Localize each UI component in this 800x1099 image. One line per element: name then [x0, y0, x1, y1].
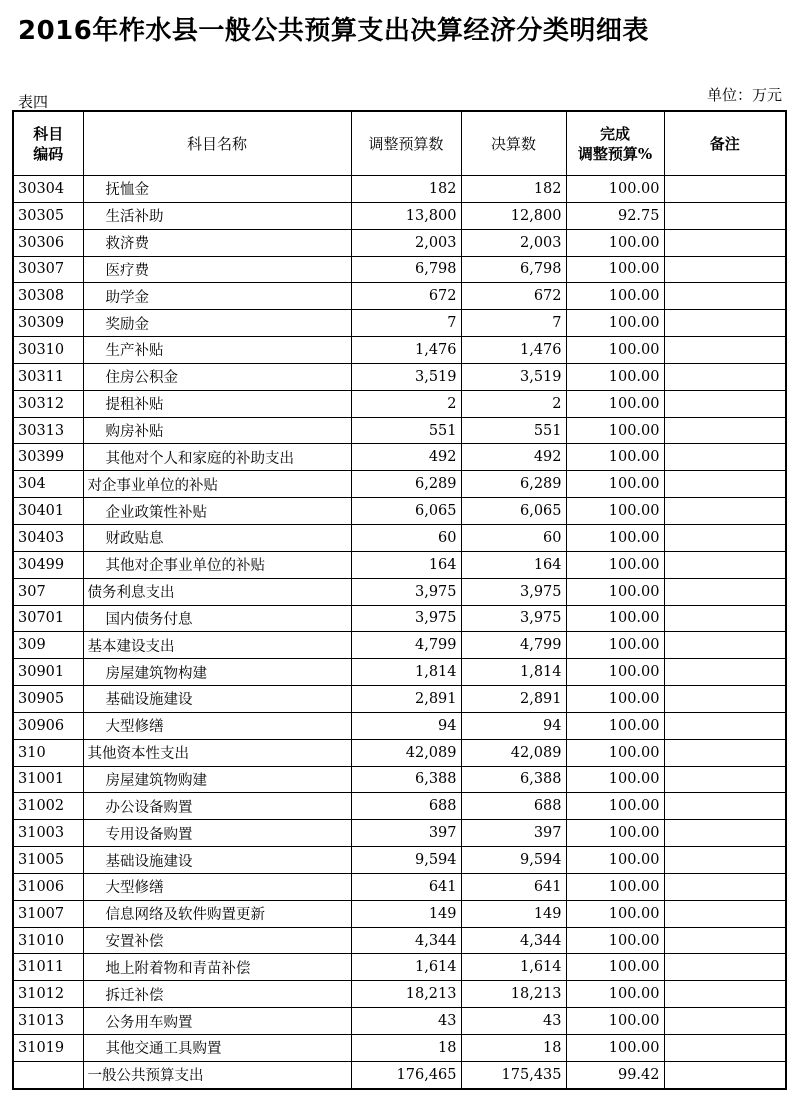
row-budget: 42,089: [351, 739, 461, 766]
row-actual: 9,594: [461, 847, 566, 874]
table-row: [13, 1035, 786, 1062]
row-note: [664, 337, 786, 364]
row-rate: 100.00: [566, 337, 664, 364]
table-row: [13, 551, 786, 578]
row-actual: 6,388: [461, 766, 566, 793]
row-budget: 6,388: [351, 766, 461, 793]
row-budget: 492: [351, 444, 461, 471]
row-code: 30401: [13, 498, 83, 525]
row-code: 30309: [13, 310, 83, 337]
row-name: 债务利息支出: [83, 578, 351, 605]
table-row: [13, 310, 786, 337]
row-code: 31013: [13, 1008, 83, 1035]
row-note: [664, 712, 786, 739]
total-row: [13, 1061, 786, 1088]
row-note: [664, 659, 786, 686]
row-note: [664, 578, 786, 605]
row-name: 抚恤金: [83, 176, 351, 203]
row-budget: 18: [351, 1035, 461, 1062]
row-code: 31006: [13, 873, 83, 900]
total-actual: 175,435: [461, 1061, 566, 1088]
row-code: 310: [13, 739, 83, 766]
row-rate: 100.00: [566, 310, 664, 337]
row-budget: 3,519: [351, 363, 461, 390]
row-code: 31007: [13, 900, 83, 927]
row-code: 30304: [13, 176, 83, 203]
row-budget: 43: [351, 1008, 461, 1035]
row-rate: 92.75: [566, 202, 664, 229]
row-name: 其他对个人和家庭的补助支出: [83, 444, 351, 471]
row-note: [664, 498, 786, 525]
row-actual: 42,089: [461, 739, 566, 766]
row-budget: 672: [351, 283, 461, 310]
row-actual: 3,975: [461, 578, 566, 605]
row-actual: 164: [461, 551, 566, 578]
row-rate: 100.00: [566, 900, 664, 927]
row-note: [664, 551, 786, 578]
row-actual: 3,975: [461, 605, 566, 632]
row-budget: 2,891: [351, 686, 461, 713]
table-row: [13, 229, 786, 256]
row-code: 31005: [13, 847, 83, 874]
row-actual: 60: [461, 524, 566, 551]
row-rate: 100.00: [566, 498, 664, 525]
row-rate: 100.00: [566, 847, 664, 874]
table-row: [13, 1008, 786, 1035]
row-budget: 18,213: [351, 981, 461, 1008]
row-actual: 7: [461, 310, 566, 337]
expenditure-table: [12, 110, 787, 1090]
table-row: [13, 471, 786, 498]
row-note: [664, 1035, 786, 1062]
row-rate: 100.00: [566, 283, 664, 310]
row-rate: 100.00: [566, 873, 664, 900]
row-note: [664, 390, 786, 417]
row-rate: 100.00: [566, 659, 664, 686]
table-row: [13, 283, 786, 310]
row-code: 31001: [13, 766, 83, 793]
table-row: [13, 578, 786, 605]
row-name: 安置补偿: [83, 927, 351, 954]
row-name: 房屋建筑物构建: [83, 659, 351, 686]
table-row: [13, 417, 786, 444]
row-budget: 4,799: [351, 632, 461, 659]
row-actual: 94: [461, 712, 566, 739]
row-code: 30905: [13, 686, 83, 713]
row-actual: 1,814: [461, 659, 566, 686]
row-note: [664, 766, 786, 793]
row-name: 大型修缮: [83, 712, 351, 739]
row-name: 企业政策性补贴: [83, 498, 351, 525]
row-budget: 2,003: [351, 229, 461, 256]
table-row: [13, 847, 786, 874]
row-note: [664, 981, 786, 1008]
row-note: [664, 310, 786, 337]
row-actual: 18: [461, 1035, 566, 1062]
row-name: 基础设施建设: [83, 686, 351, 713]
row-note: [664, 229, 786, 256]
row-budget: 688: [351, 793, 461, 820]
row-rate: 100.00: [566, 954, 664, 981]
total-code: [13, 1061, 83, 1088]
total-name: 一般公共预算支出: [83, 1061, 351, 1088]
row-rate: 100.00: [566, 229, 664, 256]
row-rate: 100.00: [566, 927, 664, 954]
row-name: 大型修缮: [83, 873, 351, 900]
row-name: 奖励金: [83, 310, 351, 337]
row-code: 30307: [13, 256, 83, 283]
row-budget: 9,594: [351, 847, 461, 874]
unit-label: 单位：万元: [706, 86, 782, 104]
row-code: 31003: [13, 820, 83, 847]
table-row: [13, 686, 786, 713]
table-row: [13, 659, 786, 686]
row-note: [664, 954, 786, 981]
row-actual: 1,476: [461, 337, 566, 364]
table-row: [13, 498, 786, 525]
row-rate: 100.00: [566, 176, 664, 203]
table-row: [13, 766, 786, 793]
row-code: 31002: [13, 793, 83, 820]
row-name: 其他交通工具购置: [83, 1035, 351, 1062]
row-budget: 3,975: [351, 605, 461, 632]
row-note: [664, 873, 786, 900]
row-budget: 2: [351, 390, 461, 417]
row-code: 30306: [13, 229, 83, 256]
table-row: [13, 390, 786, 417]
row-code: 30308: [13, 283, 83, 310]
header-code-line2: 编码: [33, 144, 64, 163]
row-rate: 100.00: [566, 766, 664, 793]
row-note: [664, 900, 786, 927]
row-actual: 397: [461, 820, 566, 847]
row-code: 30310: [13, 337, 83, 364]
row-name: 助学金: [83, 283, 351, 310]
row-budget: 6,065: [351, 498, 461, 525]
row-name: 拆迁补偿: [83, 981, 351, 1008]
row-code: 31019: [13, 1035, 83, 1062]
row-code: 309: [13, 632, 83, 659]
row-budget: 4,344: [351, 927, 461, 954]
row-actual: 3,519: [461, 363, 566, 390]
row-name: 对企事业单位的补贴: [83, 471, 351, 498]
row-name: 提租补贴: [83, 390, 351, 417]
header-name: 科目名称: [83, 111, 351, 176]
row-actual: 12,800: [461, 202, 566, 229]
header-budget: 调整预算数: [351, 111, 461, 176]
row-code: 30901: [13, 659, 83, 686]
row-name: 基础设施建设: [83, 847, 351, 874]
header-rate: [566, 111, 664, 176]
row-note: [664, 927, 786, 954]
row-actual: 672: [461, 283, 566, 310]
table-row: [13, 256, 786, 283]
row-name: 地上附着物和青苗补偿: [83, 954, 351, 981]
table-row: [13, 739, 786, 766]
table-row: [13, 820, 786, 847]
row-rate: 100.00: [566, 739, 664, 766]
row-actual: 492: [461, 444, 566, 471]
row-rate: 100.00: [566, 632, 664, 659]
total-budget: 176,465: [351, 1061, 461, 1088]
row-actual: 2,003: [461, 229, 566, 256]
row-note: [664, 202, 786, 229]
row-name: 救济费: [83, 229, 351, 256]
row-actual: 18,213: [461, 981, 566, 1008]
row-name: 基本建设支出: [83, 632, 351, 659]
row-rate: 100.00: [566, 524, 664, 551]
table-row: [13, 873, 786, 900]
table-row: [13, 605, 786, 632]
row-rate: 100.00: [566, 390, 664, 417]
table-row: [13, 202, 786, 229]
row-budget: 1,476: [351, 337, 461, 364]
table-body: [13, 176, 786, 1062]
row-name: 公务用车购置: [83, 1008, 351, 1035]
row-budget: 6,798: [351, 256, 461, 283]
row-name: 其他资本性支出: [83, 739, 351, 766]
row-note: [664, 524, 786, 551]
row-budget: 149: [351, 900, 461, 927]
row-actual: 149: [461, 900, 566, 927]
header-rate-line2: 调整预算%: [577, 144, 653, 163]
row-actual: 1,614: [461, 954, 566, 981]
row-rate: 100.00: [566, 363, 664, 390]
row-actual: 6,798: [461, 256, 566, 283]
row-code: 30305: [13, 202, 83, 229]
row-rate: 100.00: [566, 1008, 664, 1035]
row-note: [664, 793, 786, 820]
row-budget: 6,289: [351, 471, 461, 498]
table-row: [13, 793, 786, 820]
header-actual: 决算数: [461, 111, 566, 176]
row-code: 304: [13, 471, 83, 498]
row-note: [664, 176, 786, 203]
header-rate-line1: 完成: [599, 124, 630, 143]
row-name: 生活补助: [83, 202, 351, 229]
row-name: 购房补贴: [83, 417, 351, 444]
row-budget: 397: [351, 820, 461, 847]
row-code: 30403: [13, 524, 83, 551]
row-budget: 182: [351, 176, 461, 203]
table-row: [13, 712, 786, 739]
row-code: 30906: [13, 712, 83, 739]
table-footer: [13, 1061, 786, 1088]
row-budget: 1,814: [351, 659, 461, 686]
row-code: 30313: [13, 417, 83, 444]
row-actual: 551: [461, 417, 566, 444]
row-code: 30499: [13, 551, 83, 578]
table-row: [13, 632, 786, 659]
header-code: [13, 111, 83, 176]
row-budget: 13,800: [351, 202, 461, 229]
table-row: [13, 900, 786, 927]
sheet-label: 表四: [18, 93, 49, 111]
row-rate: 100.00: [566, 686, 664, 713]
row-actual: 4,344: [461, 927, 566, 954]
row-actual: 43: [461, 1008, 566, 1035]
row-note: [664, 686, 786, 713]
row-rate: 100.00: [566, 417, 664, 444]
row-rate: 100.00: [566, 578, 664, 605]
row-name: 住房公积金: [83, 363, 351, 390]
row-note: [664, 471, 786, 498]
page-title: 2016年柞水县一般公共预算支出决算经济分类明细表: [18, 16, 649, 46]
table-row: [13, 524, 786, 551]
row-code: 31011: [13, 954, 83, 981]
row-code: 30399: [13, 444, 83, 471]
table-row: [13, 954, 786, 981]
row-rate: 100.00: [566, 981, 664, 1008]
row-budget: 7: [351, 310, 461, 337]
row-actual: 182: [461, 176, 566, 203]
row-rate: 100.00: [566, 471, 664, 498]
row-actual: 4,799: [461, 632, 566, 659]
row-name: 其他对企事业单位的补贴: [83, 551, 351, 578]
row-rate: 100.00: [566, 820, 664, 847]
row-rate: 100.00: [566, 793, 664, 820]
row-actual: 641: [461, 873, 566, 900]
row-name: 财政贴息: [83, 524, 351, 551]
row-code: 31012: [13, 981, 83, 1008]
row-name: 信息网络及软件购置更新: [83, 900, 351, 927]
row-rate: 100.00: [566, 551, 664, 578]
row-code: 30312: [13, 390, 83, 417]
row-budget: 641: [351, 873, 461, 900]
table-row: [13, 176, 786, 203]
row-budget: 3,975: [351, 578, 461, 605]
total-note: [664, 1061, 786, 1088]
table-header: [13, 111, 786, 176]
row-name: 办公设备购置: [83, 793, 351, 820]
row-actual: 6,065: [461, 498, 566, 525]
row-budget: 1,614: [351, 954, 461, 981]
row-rate: 100.00: [566, 256, 664, 283]
table-row: [13, 337, 786, 364]
header-code-line1: 科目: [33, 124, 64, 143]
row-name: 国内债务付息: [83, 605, 351, 632]
row-note: [664, 417, 786, 444]
table-row: [13, 981, 786, 1008]
row-budget: 164: [351, 551, 461, 578]
row-rate: 100.00: [566, 605, 664, 632]
row-note: [664, 256, 786, 283]
row-name: 房屋建筑物购建: [83, 766, 351, 793]
row-note: [664, 1008, 786, 1035]
total-rate: 99.42: [566, 1061, 664, 1088]
row-note: [664, 283, 786, 310]
row-rate: 100.00: [566, 444, 664, 471]
header-note: 备注: [664, 111, 786, 176]
row-note: [664, 444, 786, 471]
row-name: 医疗费: [83, 256, 351, 283]
table-row: [13, 363, 786, 390]
row-name: 专用设备购置: [83, 820, 351, 847]
row-note: [664, 739, 786, 766]
row-actual: 2,891: [461, 686, 566, 713]
row-note: [664, 363, 786, 390]
row-code: 31010: [13, 927, 83, 954]
row-code: 307: [13, 578, 83, 605]
row-actual: 6,289: [461, 471, 566, 498]
row-note: [664, 632, 786, 659]
row-budget: 60: [351, 524, 461, 551]
row-note: [664, 605, 786, 632]
row-code: 30701: [13, 605, 83, 632]
row-actual: 2: [461, 390, 566, 417]
row-actual: 688: [461, 793, 566, 820]
row-note: [664, 847, 786, 874]
row-name: 生产补贴: [83, 337, 351, 364]
row-budget: 551: [351, 417, 461, 444]
table-row: [13, 927, 786, 954]
row-note: [664, 820, 786, 847]
table-row: [13, 444, 786, 471]
row-budget: 94: [351, 712, 461, 739]
row-rate: 100.00: [566, 712, 664, 739]
row-rate: 100.00: [566, 1035, 664, 1062]
row-code: 30311: [13, 363, 83, 390]
